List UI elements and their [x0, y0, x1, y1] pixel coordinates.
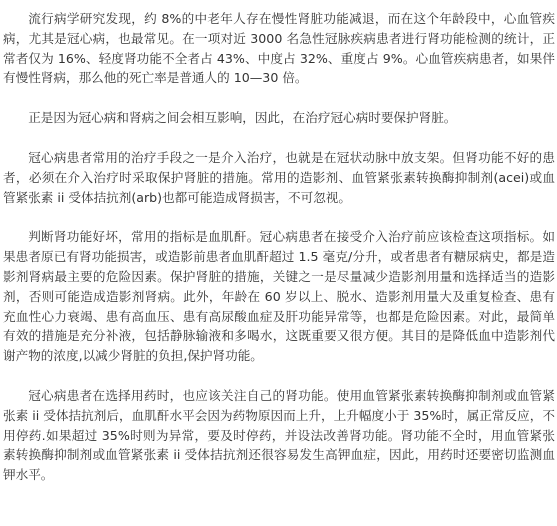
paragraph-epidemiology: 流行病学研究发现，约 8%的中老年人存在慢性肾脏功能减退，而在这个年龄段中，心血管疾病，尤其是冠心病，也最常见。在一项对近 3000 名急性冠脉疾病患者进行肾功能检测的统计，正常者仅为 16%、轻度肾功能不全者占 43%、中度占 32%、重度占 9%。心血管疾病患者，如果伴有慢性肾病，那么他的死亡率是普通人的 10—30 倍。 [3, 11, 555, 86]
paragraph-interventional-therapy: 冠心病患者常用的治疗手段之一是介入治疗，也就是在冠状动脉中放支架。但肾功能不好的患者，必须在介入治疗时采取保护肾脏的措施。常用的造影剂、血管紧张素转换酶抑制剂(acei)或血管紧张素 ii 受体拮抗剂(arb)也都可能造成肾损害，不可忽视。 [3, 149, 555, 205]
paragraph-medication-monitoring: 冠心病患者在选择用药时，也应该关注自己的肾功能。使用血管紧张素转换酶抑制剂或血管紧张素 ii 受体拮抗剂后，血肌酐水平会因为药物原因而上升，上升幅度小于 35%时，属正常反应，不用停药.如果超过 35%时则为异常，要及时停药，并设法改善肾功能。肾功能不全时，用血管紧张素转换酶抑制剂或血管紧张素 ii 受体拮抗剂还很容易发生高钾血症，因此，用药时还要密切监测血钾水平。 [3, 387, 555, 483]
paragraph-kidney-protection: 正是因为冠心病和肾病之间会相互影响，因此，在治疗冠心病时要保护肾脏。 [28, 110, 457, 126]
paragraph-creatinine-indicator: 判断肾功能好坏，常用的指标是血肌酐。冠心病患者在接受介入治疗前应该检查这项指标。如果患者原已有肾功能损害，或造影前患者血肌酐超过 1.5 毫克/分升，或者患者有糖尿病史，都是造影剂肾病最主要的危险因素。保护肾脏的措施，关键之一是尽量减少造影剂用量和选择适当的造影剂，否则可能造成造影剂肾病。此外，年龄在 60 岁以上、脱水、造影剂用量大及重复检查、患有充血性心力衰竭、患有高血压、患有高尿酸血症及肝功能异常等，也都是危险因素。对此，最简单有效的措施是充分补液，包括静脉输液和多喝水，这既重要又很方便。其目的是降低血中造影剂代谢产物的浓度,以减少肾脏的负担,保护肾功能。 [3, 229, 555, 364]
